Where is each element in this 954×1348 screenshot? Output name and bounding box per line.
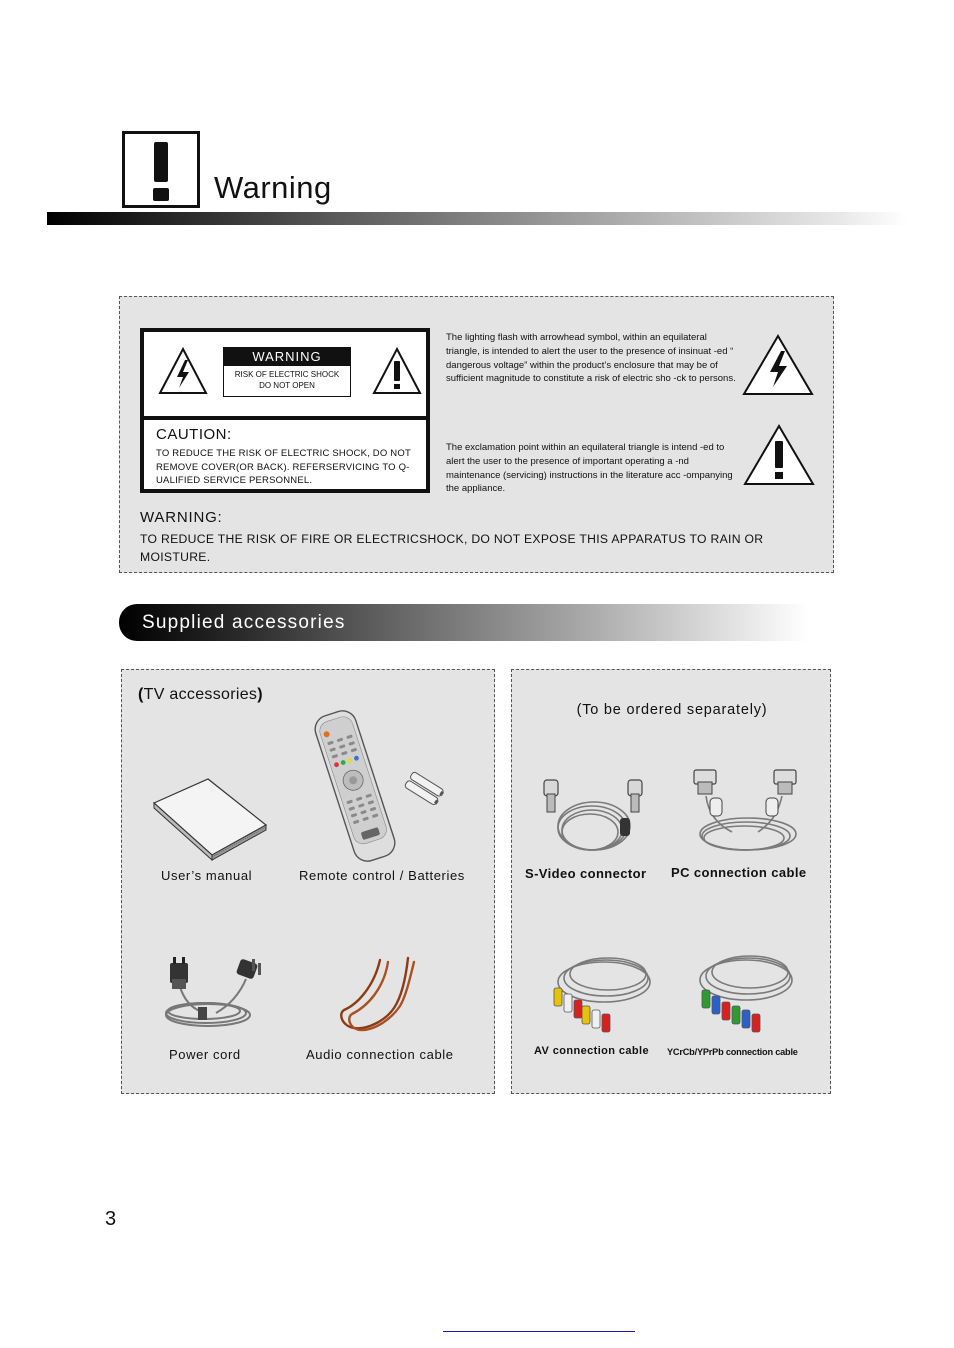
audio-cable-icon (334, 956, 430, 1036)
warning-tag-title: WARNING (224, 348, 350, 366)
footer-link-underline (443, 1331, 635, 1332)
section-header (119, 604, 809, 641)
caution-label (140, 328, 430, 493)
heading-close-paren: ) (257, 686, 263, 703)
caution-text: TO REDUCE THE RISK OF ELECTRIC SHOCK, DO NOT REMOVE COVER(OR BACK). REFERSERVICING TO Q-UALIFIED SERVICE PERSONNEL. (156, 448, 411, 486)
page-number: 3 (105, 1208, 117, 1230)
item-label: User’s manual (161, 868, 253, 883)
optional-accessories-heading: (To be ordered separately) (576, 702, 768, 718)
manual-icon (150, 775, 270, 861)
heading-open-paren: ( (138, 686, 144, 703)
section-title: Supplied accessories (142, 612, 346, 633)
label-divider (144, 416, 426, 420)
lightning-triangle-icon (158, 346, 208, 396)
warning-tag-line1: RISK OF ELECTRIC SHOCK (234, 370, 340, 379)
power-cord-icon (160, 953, 272, 1031)
tv-accessories-heading (138, 686, 263, 704)
warning-tag-line2: DO NOT OPEN (259, 381, 315, 390)
warning-title: WARNING: (140, 509, 223, 526)
exclamation-description: The exclamation point within an equilateral triangle is intend -ed to alert the user to the presence of important operating a -nd maintenance (servicing) instructions in the literature acc -ompanying the appliance. (446, 442, 733, 495)
warning-text: TO REDUCE THE RISK OF FIRE OR ELECTRICSHOCK, DO NOT EXPOSE THIS APPARATUS TO RAIN OR MOISTURE. (140, 532, 764, 564)
item-label: Audio connection cable (306, 1047, 454, 1062)
item-label: Power cord (169, 1047, 241, 1062)
item-label: PC connection cable (671, 865, 807, 880)
optional-accessories-panel (511, 669, 831, 1094)
heading-text: TV accessories (143, 686, 258, 703)
exclamation-triangle-icon (742, 423, 816, 487)
vga-cable-icon (688, 766, 806, 858)
component-cable-icon (692, 944, 800, 1036)
av-cable-icon (546, 944, 654, 1036)
item-label: Remote control / Batteries (299, 868, 465, 883)
item-label: AV connection cable (534, 1045, 649, 1057)
caution-title: CAUTION: (156, 426, 232, 443)
item-label: YCrCb/YPrPb connection cable (667, 1047, 798, 1057)
tv-accessories-panel (121, 669, 495, 1094)
batteries-icon (404, 770, 446, 808)
item-label: S-Video connector (525, 866, 647, 881)
warning-tag (223, 347, 351, 397)
title-divider (47, 212, 907, 225)
s-video-cable-icon (532, 774, 652, 856)
caution-panel (119, 296, 834, 573)
page-title: Warning (214, 170, 332, 205)
exclamation-box-icon (122, 131, 200, 208)
remote-control-icon (300, 706, 410, 866)
lightning-description: The lighting flash with arrowhead symbol, within an equilateral triangle, is intended to alert the user to the presence of insinuat -ed “ dangerous voltage” within the product’s enclosure that may be of sufficient magnitude to constitute a risk of electric sho -ck to persons. (446, 332, 736, 385)
lightning-triangle-icon (741, 333, 815, 397)
exclamation-triangle-icon (372, 346, 422, 396)
